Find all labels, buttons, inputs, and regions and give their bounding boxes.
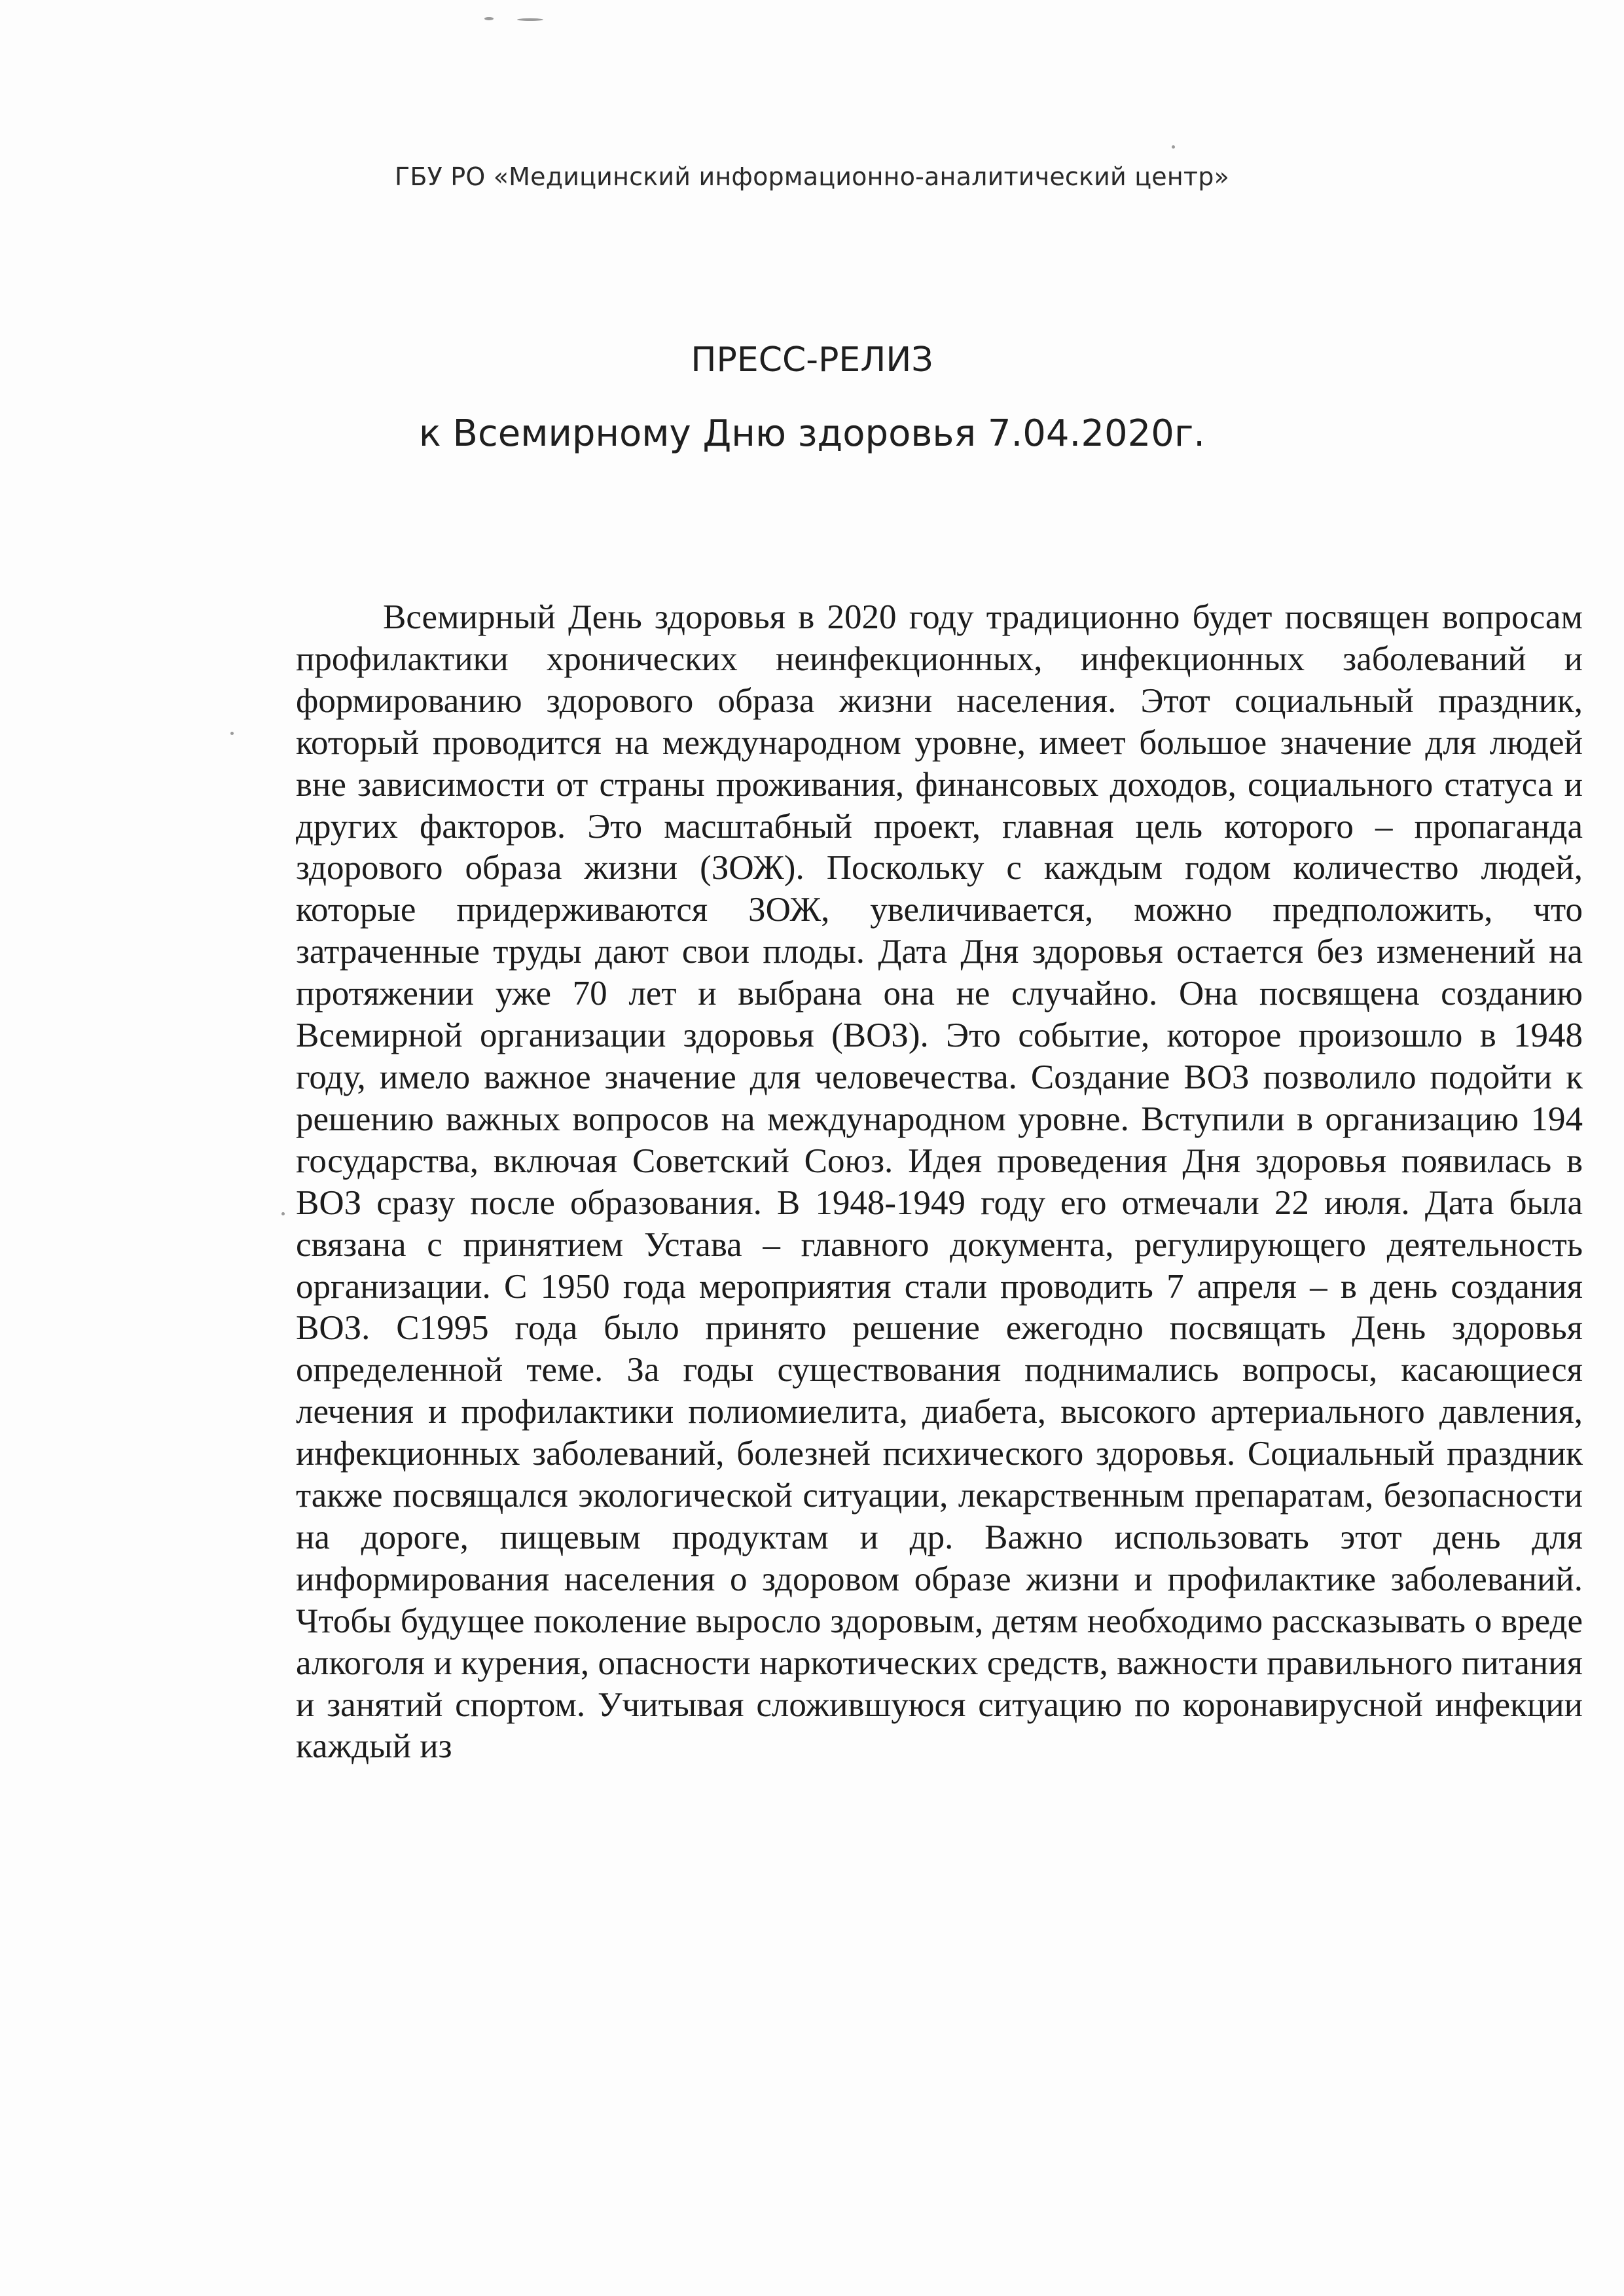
document-subtitle: к Всемирному Дню здоровья 7.04.2020г. (418, 412, 1206, 455)
scan-speck (230, 732, 234, 735)
document-title: ПРЕСС-РЕЛИЗ (691, 340, 933, 380)
scan-speck (484, 17, 494, 20)
scan-speck (517, 18, 543, 21)
scan-speck (281, 1212, 285, 1215)
scan-speck (1172, 145, 1175, 149)
body-paragraph: Всемирный День здоровья в 2020 году традиционно будет посвящен вопросам профилактики хронических неинфекционных, инфекционных заболеваний и формированию здорового образа жизни населения. Этот социальный праздник, который проводится на международном уровне, имеет большое значение для людей вне зависимости от страны проживания, финансовых доходов, социального статуса и других факторов. Это масштабный проект, главная цель которого – пропаганда здорового образа жизни (ЗОЖ). Поскольку с каждым годом количество людей, которые придерживаются ЗОЖ, увеличивается, можно предположить, что затраченные труды дают свои плоды. Дата Дня здоровья остается без изменений на протяжении уже 70 лет и выбрана она не случайно. Она посвящена созданию Всемирной организации здоровья (ВОЗ). Это событие, которое произошло в 1948 году, имело важное значение для человечества. Создание ВОЗ позволило подойти к решению важных вопросов на международном уровне. Вступили в организацию 194 государства, включая Советский Союз. Идея проведения Дня здоровья появилась в ВОЗ сразу после образования. В 1948-1949 году его отмечали 22 июля. Дата была связана с принятием Устава – главного документа, регулирующего деятельность организации. С 1950 года мероприятия стали проводить 7 апреля – в день создания ВОЗ. С1995 года было принято решение ежегодно посвящать День здоровья определенной теме. За годы существования поднимались вопросы, касающиеся лечения и профилактики полиомиелита, диабета, высокого артериального давления, инфекционных заболеваний, болезней психического здоровья. Социальный праздник также посвящался экологической ситуации, лекарственным препаратам, безопасности на дороге, пищевым продуктам и др. Важно использовать этот день для информирования населения о здоровом образе жизни и профилактике заболеваний. Чтобы будущее поколение выросло здоровым, детям необходимо рассказывать о вреде алкоголя и курения, опасности наркотических средств, важности правильного питания и занятий спортом. Учитывая сложившуюся ситуацию по коронавирусной инфекции каждый из (296, 598, 1583, 1766)
organization-header: ГБУ РО «Медицинский информационно-аналитический центр» (394, 162, 1230, 191)
